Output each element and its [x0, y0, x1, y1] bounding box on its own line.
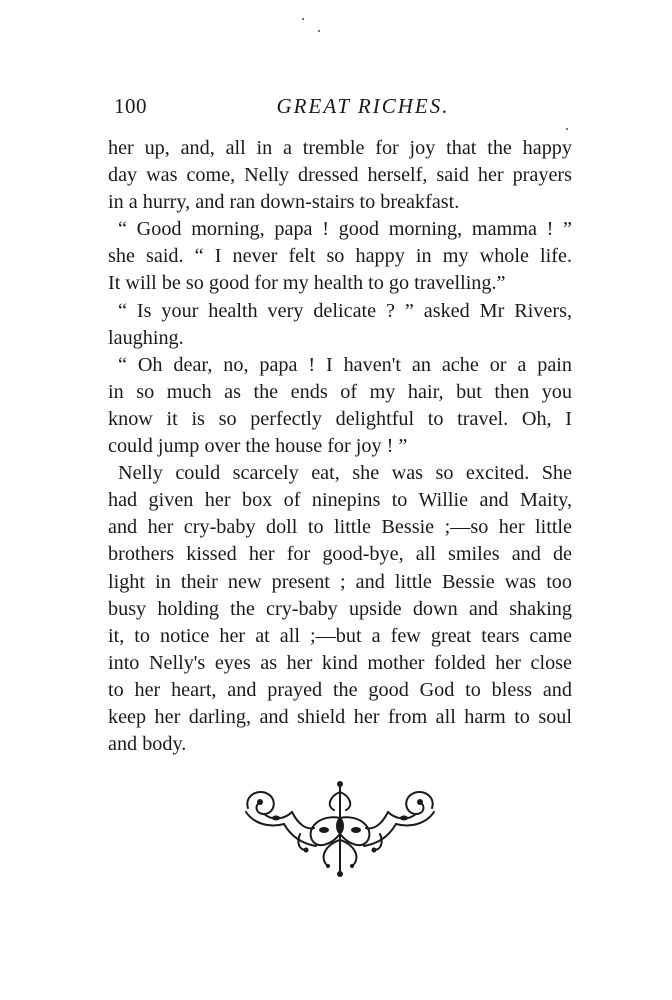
paragraph-1 [108, 135, 572, 216]
text-line: could jump over the house for joy ! ” [108, 435, 408, 458]
text-line: laughing. [108, 326, 184, 349]
paper-speck [302, 18, 304, 20]
text-line: into Nelly's eyes as her kind mother folded her close [108, 651, 572, 674]
running-title: GREAT RICHES. [276, 94, 450, 118]
paragraph-5 [108, 460, 572, 487]
text-line: Nelly could scarcely eat, she was so excited. She [118, 462, 572, 485]
text-line: in a hurry, and ran down-stairs to breakfast. [108, 191, 460, 214]
paper-speck [566, 128, 568, 130]
text-line: “ Is your health very delicate ? ” asked Mr Rivers, [118, 299, 572, 322]
paragraph-2 [108, 216, 572, 243]
text-line: know it is so perfectly delightful to travel. Oh, I [108, 407, 572, 430]
text-line: day was come, Nelly dressed herself, said her prayers [108, 164, 572, 187]
text-line: and body. [108, 733, 187, 756]
paragraph-4 [108, 352, 572, 379]
body-text [108, 135, 572, 758]
text-line: It will be so good for my health to go travelling.” [108, 272, 506, 295]
page-number: 100 [114, 94, 147, 118]
text-line: it, to notice her at all ;—but a few great tears came [108, 624, 572, 647]
text-line: she said. “ I never felt so happy in my whole life. [108, 245, 572, 268]
paragraph-4-cont [108, 379, 572, 460]
paper-speck [318, 30, 320, 32]
text-line: “ Oh dear, no, papa ! I haven't an ache or a pain [118, 353, 572, 376]
page-header [108, 94, 578, 124]
text-line: had given her box of ninepins to Willie and Maity, [108, 489, 572, 512]
text-line: brothers kissed her for good-bye, all smiles and de [108, 543, 572, 566]
text-line: light in their new present ; and little Bessie was too [108, 570, 572, 593]
floral-tailpiece-icon [240, 778, 440, 880]
paragraph-3 [108, 298, 572, 325]
text-line: and her cry-baby doll to little Bessie ;—so her little [108, 516, 572, 539]
text-line: keep her darling, and shield her from all harm to soul [108, 705, 572, 728]
paragraph-3-cont [108, 325, 572, 352]
paragraph-2-cont [108, 243, 572, 297]
text-line: her up, and, all in a tremble for joy that the happy [108, 137, 572, 159]
text-line: to her heart, and prayed the good God to bless and [108, 678, 572, 701]
paragraph-5-cont [108, 487, 572, 758]
text-line: in so much as the ends of my hair, but then you [108, 380, 572, 403]
text-line: “ Good morning, papa ! good morning, mamma ! ” [118, 218, 572, 241]
text-line: busy holding the cry-baby upside down and shaking [108, 597, 572, 620]
